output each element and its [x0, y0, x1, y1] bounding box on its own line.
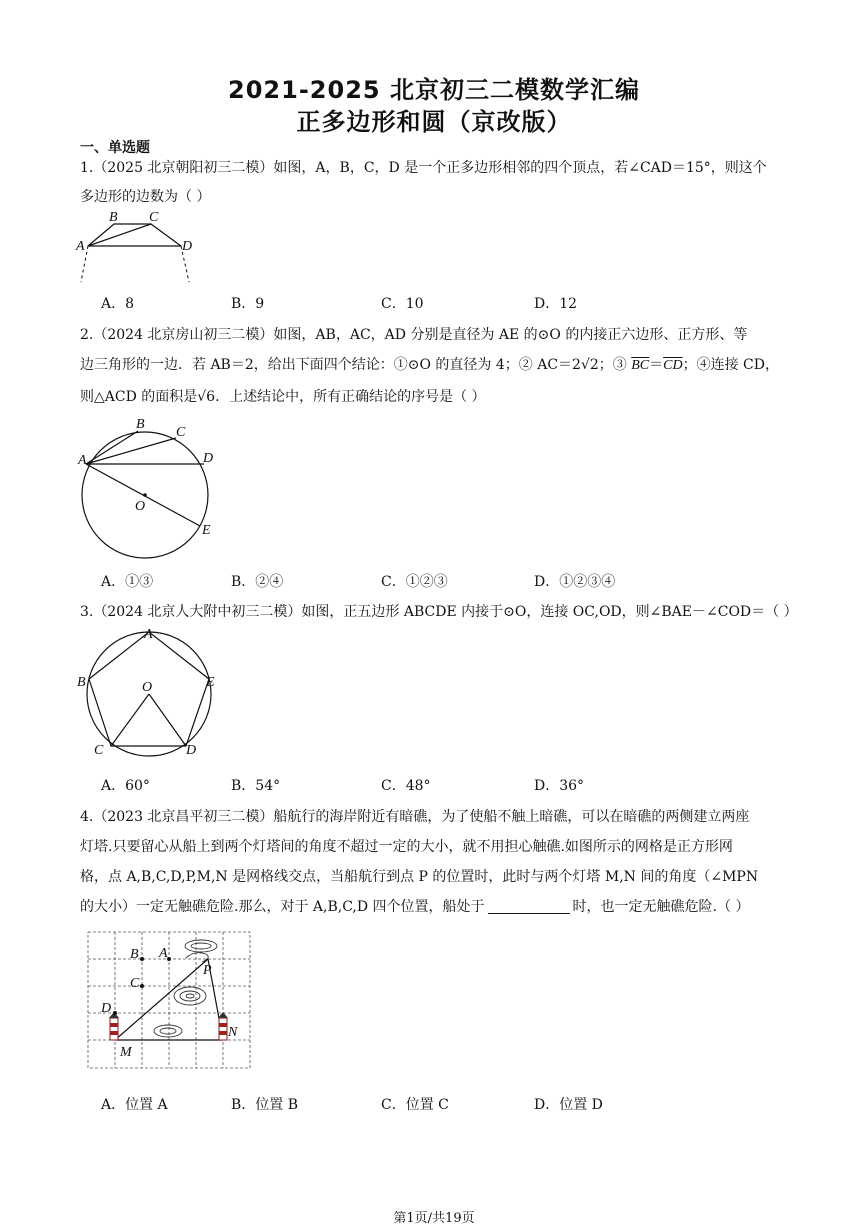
q4-stem-line4b: 时，也一定无触礁危险.（ ）: [572, 899, 750, 915]
q2-arc-cd: $\overline{CD}$: [663, 358, 683, 373]
q2-figure: [78, 412, 228, 564]
q1-label-a: A: [76, 239, 85, 254]
q4-grid: [88, 932, 250, 1068]
q2-label-a: A: [78, 453, 87, 468]
q2-arc-bc: $\overline{BC}$: [631, 358, 650, 373]
q4-answer-blank[interactable]: [488, 899, 570, 914]
q4-stem-line4: [80, 896, 790, 916]
q2-stem-line3: 则△ACD 的面积是√6．上述结论中，所有正确结论的序号是（ ）: [80, 389, 486, 405]
q2-choice-c[interactable]: C．①②③: [381, 574, 448, 590]
q3-figure: [76, 624, 226, 760]
q4-choice-a[interactable]: A．位置 A: [101, 1097, 168, 1113]
q2-label-e: E: [202, 523, 211, 538]
q1-choice-d[interactable]: D．12: [534, 296, 578, 312]
q3-segment-od: [149, 694, 186, 746]
q2-center-dot: [143, 493, 147, 497]
q3-label-a: A: [144, 627, 153, 642]
q4-stem-line3: 格，点 A,B,C,D,P,M,N 是网格线交点，当船航行到点 P 的位置时，此时与两个灯塔 M,N 间的角度（∠MPN: [80, 869, 759, 885]
q1-choice-a[interactable]: A．8: [101, 296, 135, 312]
q4-label-n: N: [228, 1025, 238, 1040]
q2-chord-ab: [86, 431, 138, 464]
q4-stem-line2: 灯塔.只要留心从船上到两个灯塔间的角度不超过一定的大小，就不用担心触礁.如图所示的网格是正方形网: [80, 839, 733, 855]
q2-label-c: C: [176, 425, 186, 440]
doc-title: 2021-2025 北京初三二模数学汇编: [228, 76, 640, 104]
q1-choice-b[interactable]: B．9: [231, 296, 265, 312]
q4-choice-b[interactable]: B．位置 B: [231, 1097, 299, 1113]
q1-label-c: C: [149, 210, 159, 225]
q4-point-a: [167, 957, 171, 961]
q3-label-b: B: [77, 675, 86, 690]
q1-label-b: B: [109, 210, 118, 225]
q1-segment-ac: [88, 224, 151, 246]
q4-lighthouse-n-icon: [218, 1012, 228, 1040]
q4-label-d: D: [101, 1001, 112, 1016]
q4-point-c: [140, 984, 144, 988]
q2-choice-d[interactable]: D．①②③④: [534, 574, 616, 590]
q4-choice-d[interactable]: D．位置 D: [534, 1097, 603, 1113]
q2-stem-line1: 2.（2024 北京房山初三二模）如图，AB，AC，AD 分别是直径为 AE 的⊙O 的内接正六边形、正方形、等: [80, 327, 748, 343]
q2-stem-line2: [80, 354, 790, 374]
q4-reef-middle: [174, 987, 206, 1005]
q1-label-d: D: [182, 239, 193, 254]
q2-label-b: B: [136, 417, 145, 432]
q2-arc-equals: ＝: [649, 357, 664, 373]
q2-label-d: D: [203, 451, 214, 466]
q4-label-c: C: [130, 976, 140, 991]
doc-subtitle: 正多边形和圆（京改版）: [296, 108, 572, 136]
q3-label-o: O: [142, 680, 153, 695]
q3-segment-oc: [111, 694, 149, 746]
q4-label-b: B: [130, 947, 139, 962]
q3-choice-d[interactable]: D．36°: [534, 778, 585, 794]
q3-label-d: D: [186, 743, 197, 758]
q2-stem-line2b: ；④连接 CD，: [682, 357, 779, 373]
q3-label-e: E: [206, 675, 215, 690]
q4-reef-bottom: [154, 1025, 182, 1037]
q2-diameter-ae: [86, 464, 200, 526]
q4-point-b: [140, 957, 144, 961]
q1-figure: [76, 210, 206, 282]
q4-figure: [86, 930, 254, 1072]
q4-point-d: [113, 1011, 117, 1015]
q1-polygon-edges: [81, 224, 189, 282]
q4-line-pm: [115, 959, 208, 1040]
q4-lighthouse-m-icon: [109, 1012, 119, 1040]
q2-choice-a[interactable]: A．①③: [101, 574, 154, 590]
page-footer: 第1页/共19页: [393, 1211, 475, 1226]
q3-stem-line1: 3.（2024 北京人大附中初三二模）如图，正五边形 ABCDE 内接于⊙O，连接 OC,OD，则∠BAE－∠COD＝（ ）: [80, 604, 798, 620]
q3-label-c: C: [94, 743, 104, 758]
q1-stem-line2: 多边形的边数为（ ）: [80, 189, 211, 205]
q3-choice-a[interactable]: A．60°: [101, 778, 150, 794]
q4-stem-line1: 4.（2023 北京昌平初三二模）船航行的海岸附近有暗礁，为了使船不触上暗礁，可以在暗礁的两侧建立两座: [80, 809, 750, 825]
q4-label-m: M: [120, 1045, 132, 1060]
q2-stem-line2a: 边三角形的一边．若 AB＝2，给出下面四个结论：①⊙O 的直径为 4；② AC＝2√2；③: [80, 357, 627, 373]
q2-choice-b[interactable]: B．②④: [231, 574, 284, 590]
q1-stem-line1: 1.（2025 北京朝阳初三二模）如图，A，B，C，D 是一个正多边形相邻的四个顶点，若∠CAD＝15°，则这个: [80, 160, 767, 176]
q3-choice-c[interactable]: C．48°: [381, 778, 431, 794]
q3-choice-b[interactable]: B．54°: [231, 778, 281, 794]
q1-choice-c[interactable]: C．10: [381, 296, 424, 312]
q4-stem-line4a: 的大小）一定无触礁危险.那么，对于 A,B,C,D 四个位置，船处于: [80, 899, 485, 915]
q4-choice-c[interactable]: C．位置 C: [381, 1097, 449, 1113]
section-heading: 一、单选题: [80, 140, 150, 156]
q2-label-o: O: [135, 499, 146, 514]
q4-label-a: A: [159, 946, 168, 961]
q4-label-p: P: [203, 963, 212, 978]
